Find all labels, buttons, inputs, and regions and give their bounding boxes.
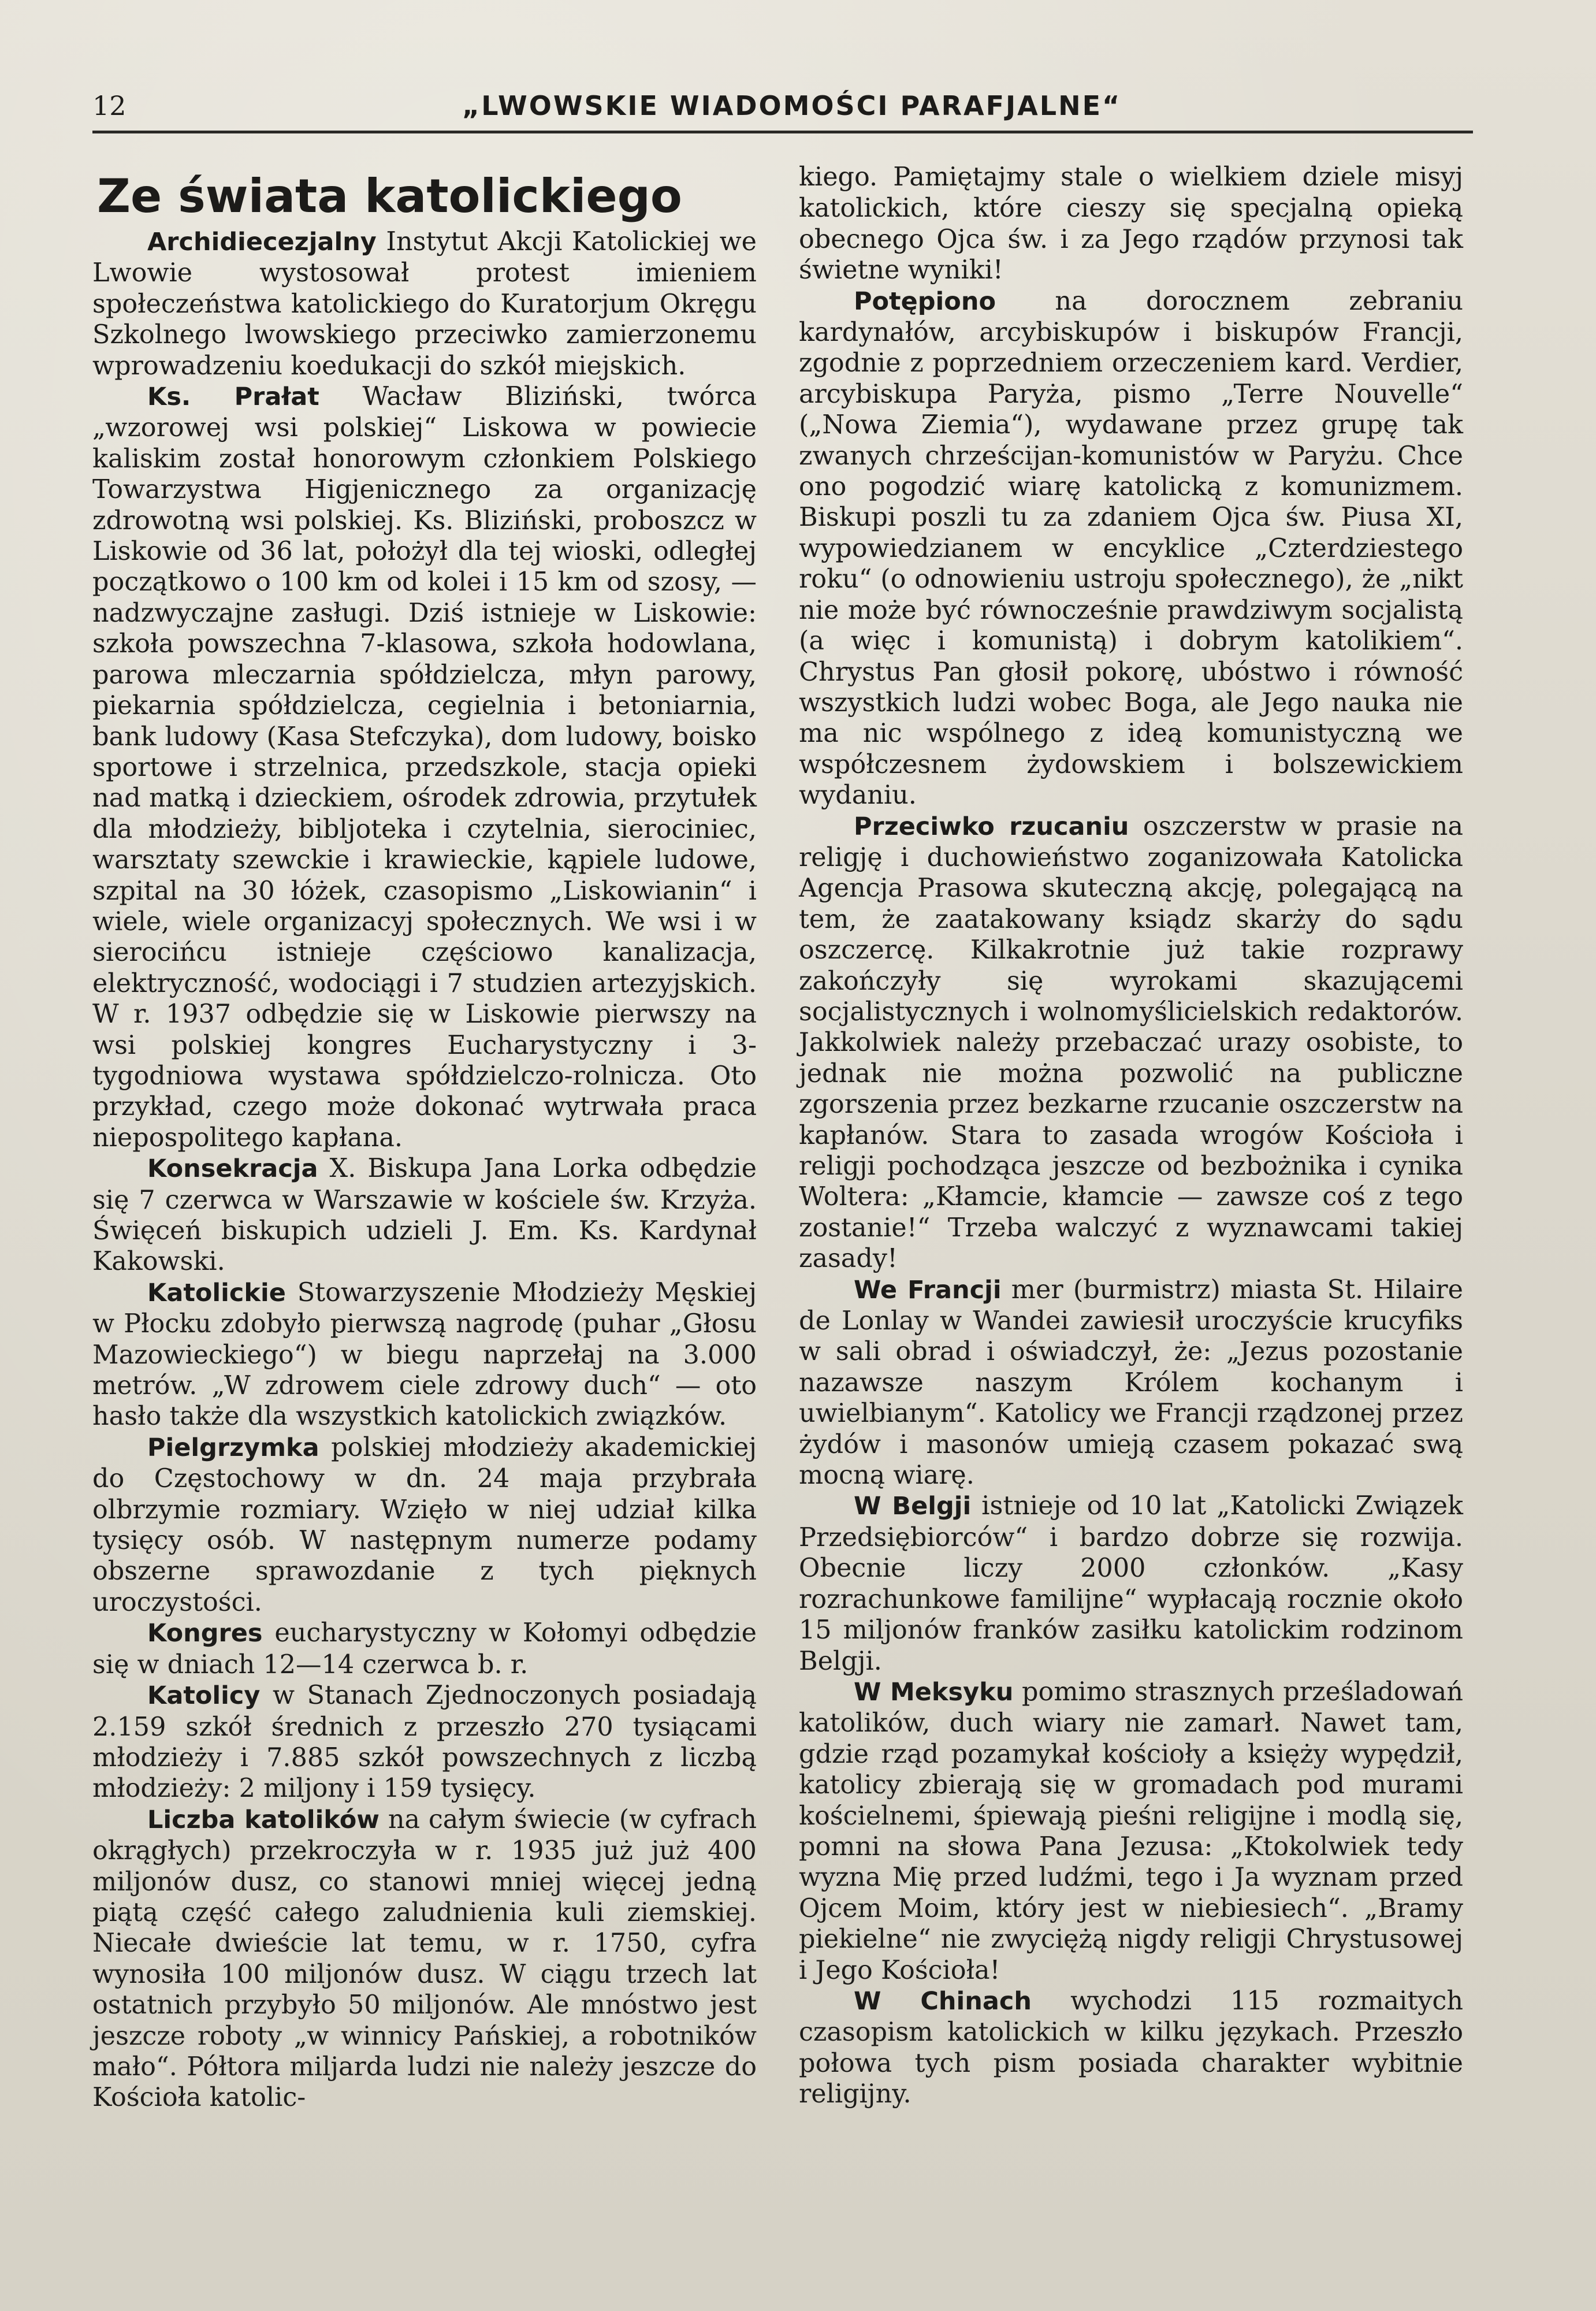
header-rule: [92, 131, 1473, 133]
item-lead: W Chinach: [854, 1986, 1032, 2016]
item-text: Stowarzyszenie Młodzieży Męskiej w Płocku zdobyło pierwszą nagrodę (puhar „Głosu Mazowieckiego“) w biegu naprzełaj na 3.000 metrów. „W zdrowem ciele zdrowy duch“ — oto hasło także dla wszystkich katolickich związków.: [92, 1277, 757, 1432]
news-item-oszczerstwa: [799, 811, 1463, 1275]
news-item-belgja: [799, 1491, 1463, 1676]
section-title: Ze świata katolickiego: [97, 169, 682, 223]
item-lead: Archidiecezjalny: [147, 228, 377, 257]
left-column: [92, 162, 757, 2113]
item-lead: Katolickie: [147, 1278, 286, 1307]
right-column: [799, 162, 1463, 2110]
news-item-francja: [799, 1275, 1463, 1491]
news-item-pielgrzymka: [92, 1432, 757, 1618]
item-lead: Katolicy: [147, 1681, 261, 1711]
item-lead: Liczba katolików: [147, 1805, 380, 1834]
news-item-continuation: [799, 162, 1463, 286]
item-text: mer (burmistrz) miasta St. Hilaire de Lonlay w Wandei zawiesił uroczyście krucyfiks w sali obrad i oświadczył, że: „Jezus pozostanie nazawsze naszym Królem kochanym i uwielbianym“. Katolicy we Francji rządzonej przez żydów i masonów umieją czasem pokazać swą mocną wiarę.: [799, 1275, 1463, 1491]
item-text: X. Biskupa Jana Lorka odbędzie się 7 czerwca w Warszawie w kościele św. Krzyża. Święceń biskupich udzieli J. Em. Ks. Kardynał Kakowski.: [92, 1154, 757, 1277]
news-item-kongres: [92, 1618, 757, 1680]
item-lead: Przeciwko rzucaniu: [854, 812, 1129, 841]
item-text: polskiej młodzieży akademickiej do Częstochowy w dn. 24 maja przybrała olbrzymie rozmiary. Wzięło w niej udział kilka tysięcy osób. W następnym numerze podamy obszerne sprawozdanie z tych pięknych uroczystości.: [92, 1432, 757, 1617]
page-header: [92, 87, 1473, 133]
item-lead: Potępiono: [854, 287, 996, 316]
news-item-chiny: [799, 1986, 1463, 2110]
item-text: w Stanach Zjednoczonych posiadają 2.159 szkół średnich z przeszło 270 tysiącami młodzieży i 7.885 szkół powszechnych z liczbą młodzieży: 2 miljony i 159 tysięcy.: [92, 1681, 757, 1804]
running-title: „LWOWSKIE WIADOMOŚCI PARAFJALNE“: [462, 90, 1122, 121]
item-lead: W Belgji: [854, 1492, 972, 1521]
item-lead: Konsekracja: [147, 1154, 318, 1184]
item-text: Instytut Akcji Katolickiej we Lwowie wystosował protest imieniem społeczeństwa katolickiego do Kuratorjum Okręgu Szkolnego lwowskiego przeciwko zamierzonemu wprowadzeniu koedukacji do szkół miejskich.: [92, 227, 757, 381]
item-text: eucharystyczny w Kołomyi odbędzie się w dniach 12—14 czerwca b. r.: [92, 1618, 757, 1680]
item-text: istnieje od 10 lat „Katolicki Związek Przedsiębiorców“ i bardzo dobrze się rozwija. Obecnie liczy 2000 członków. „Kasy rozrachunkowe familijne“ wypłacają rocznie około 15 miljonów franków zasiłku katolickim rodzinom Belgji.: [799, 1491, 1463, 1676]
item-text: pomimo strasznych prześladowań katolików, duch wiary nie zamarł. Nawet tam, gdzie rząd pozamykał kościoły a księży wypędził, katolicy zbierają się w gromadach pod murami kościelnemi, śpiewają pieśni religijne i modlą się, pomni na słowa Pana Jezusa: „Ktokolwiek tedy wyzna Mię przed ludźmi, tego i Ja wyznam przed Ojcem Moim, który jest w niebiesiech“. „Bramy piekielne“ nie zwyciężą nigdy religji Chrystusowej i Jego Kościoła!: [799, 1677, 1463, 1985]
item-lead: Pielgrzymka: [147, 1433, 319, 1462]
item-text: na dorocznem zebraniu kardynałów, arcybiskupów i biskupów Francji, zgodnie z poprzedniem orzeczeniem kard. Verdier, arcybiskupa Paryża, pismo „Terre Nouvelle“ („Nowa Ziemia“), wydawane przez grupę tak zwanych chrześcijan-komunistów w Paryżu. Chce ono pogodzić wiarę katolicką z komunizmem. Biskupi poszli tu za zdaniem Ojca św. Piusa XI, wypowiedzianem w encyklice „Czterdziestego roku“ (o odnowieniu ustroju społecznego), że „nikt nie może być równocześnie prawdziwym socjalistą (a więc i komunistą) i dobrym katolikiem“. Chrystus Pan głosił pokorę, ubóstwo i równość wszystkich ludzi wobec Boga, ale Jego nauka nie ma nic wspólnego z ideą komunistyczną we współczesnem żydowskiem i bolszewickiem wydaniu.: [799, 286, 1463, 811]
news-item-plock: [92, 1277, 757, 1432]
news-item-liczba: [92, 1804, 757, 2113]
item-text: na całym świecie (w cyfrach okrągłych) przekroczyła w r. 1935 już już 400 miljonów dusz, co stanowi mniej więcej jedną piątą część całego zaludnienia kuli ziemskiej. Niecałe dwieście lat temu, w r. 1750, cyfra wynosiła 100 miljonów dusz. W ciągu trzech lat ostatnich przybyło 50 miljonów. Ale mnóstwo jest jeszcze roboty „w winnicy Pańskiej, a robotników mało“. Półtora miljarda ludzi nie należy jeszcze do Kościoła katolic-: [92, 1804, 757, 2113]
item-lead: W Meksyku: [854, 1677, 1014, 1707]
news-item-potepiono: [799, 286, 1463, 811]
news-item-lwow-protest: [92, 226, 757, 381]
item-lead: Kongres: [147, 1619, 263, 1648]
news-item-konsekracja: [92, 1153, 757, 1277]
item-lead: We Francji: [854, 1275, 1002, 1305]
news-item-usa: [92, 1680, 757, 1804]
news-item-blizinski: [92, 381, 757, 1153]
item-text: wychodzi 115 rozmaitych czasopism katolickich w kilku językach. Przeszło połowa tych pism posiada charakter wybitnie religijny.: [799, 1986, 1463, 2109]
item-text: Wacław Bliziński, twórca „wzorowej wsi polskiej“ Liskowa w powiecie kaliskim został honorowym członkiem Polskiego Towarzystwa Higjenicznego za organizację zdrowotną wsi polskiej. Ks. Bliziński, proboszcz w Liskowie od 36 lat, położył dla tej wioski, odległej początkowo o 100 km od kolei i 15 km od szosy, — nadzwyczajne zasługi. Dziś istnieje w Liskowie: szkoła powszechna 7-klasowa, szkoła hodowlana, parowa mleczarnia spółdzielcza, młyn parowy, piekarnia spółdzielcza, cegielnia i betoniarnia, bank ludowy (Kasa Stefczyka), dom ludowy, boisko sportowe i strzelnica, przedszkole, stacja opieki nad matką i dzieckiem, ośrodek zdrowia, przytułek dla młodzieży, bibljoteka i czytelnia, sierociniec, warsztaty szewckie i krawieckie, kąpiele ludowe, szpital na 30 łóżek, czasopismo „Liskowianin“ i wiele, wiele organizacyj społecznych. We wsi i w sierocińcu istnieje częściowo kanalizacja, elektryczność, wodociągi i 7 studzien artezyjskich. W r. 1937 odbędzie się w Liskowie pierwszy na wsi polskiej kongres Eucharystyczny i 3-tygodniowa wystawa spółdzielczo-rolnicza. Oto przykład, czego może dokonać wytrwała praca niepospolitego kapłana.: [92, 382, 757, 1153]
page-number: 12: [92, 90, 127, 121]
item-text: oszczerstw w prasie na religję i duchowieństwo zoganizowała Katolicka Agencja Prasowa skuteczną akcję, polegającą na tem, że zaatakowany ksiądz skarży do sądu oszczercę. Kilkakrotnie już takie rozprawy zakończyły się wyrokami skazującemi socjalistycznych i wolnomyślicielskich redaktorów. Jakkolwiek należy przebaczać urazy osobiste, to jednak nie można pozwolić na publiczne zgorszenia przez bezkarne rzucanie oszczerstw na kapłanów. Stara to zasada wrogów Kościoła i religji pochodząca jeszcze od bezbożnika i cynika Woltera: „Kłamcie, kłamcie — zawsze coś z tego zostanie!“ Trzeba walczyć z wyznawcami takiej zasady!: [799, 811, 1463, 1274]
news-item-meksyk: [799, 1677, 1463, 1986]
item-lead: Ks. Prałat: [147, 382, 319, 412]
item-text: kiego. Pamiętajmy stale o wielkiem dziele misyj katolickich, które cieszy się specjalną opieką obecnego Ojca św. i za Jego rządów przynosi tak świetne wyniki!: [799, 162, 1463, 285]
